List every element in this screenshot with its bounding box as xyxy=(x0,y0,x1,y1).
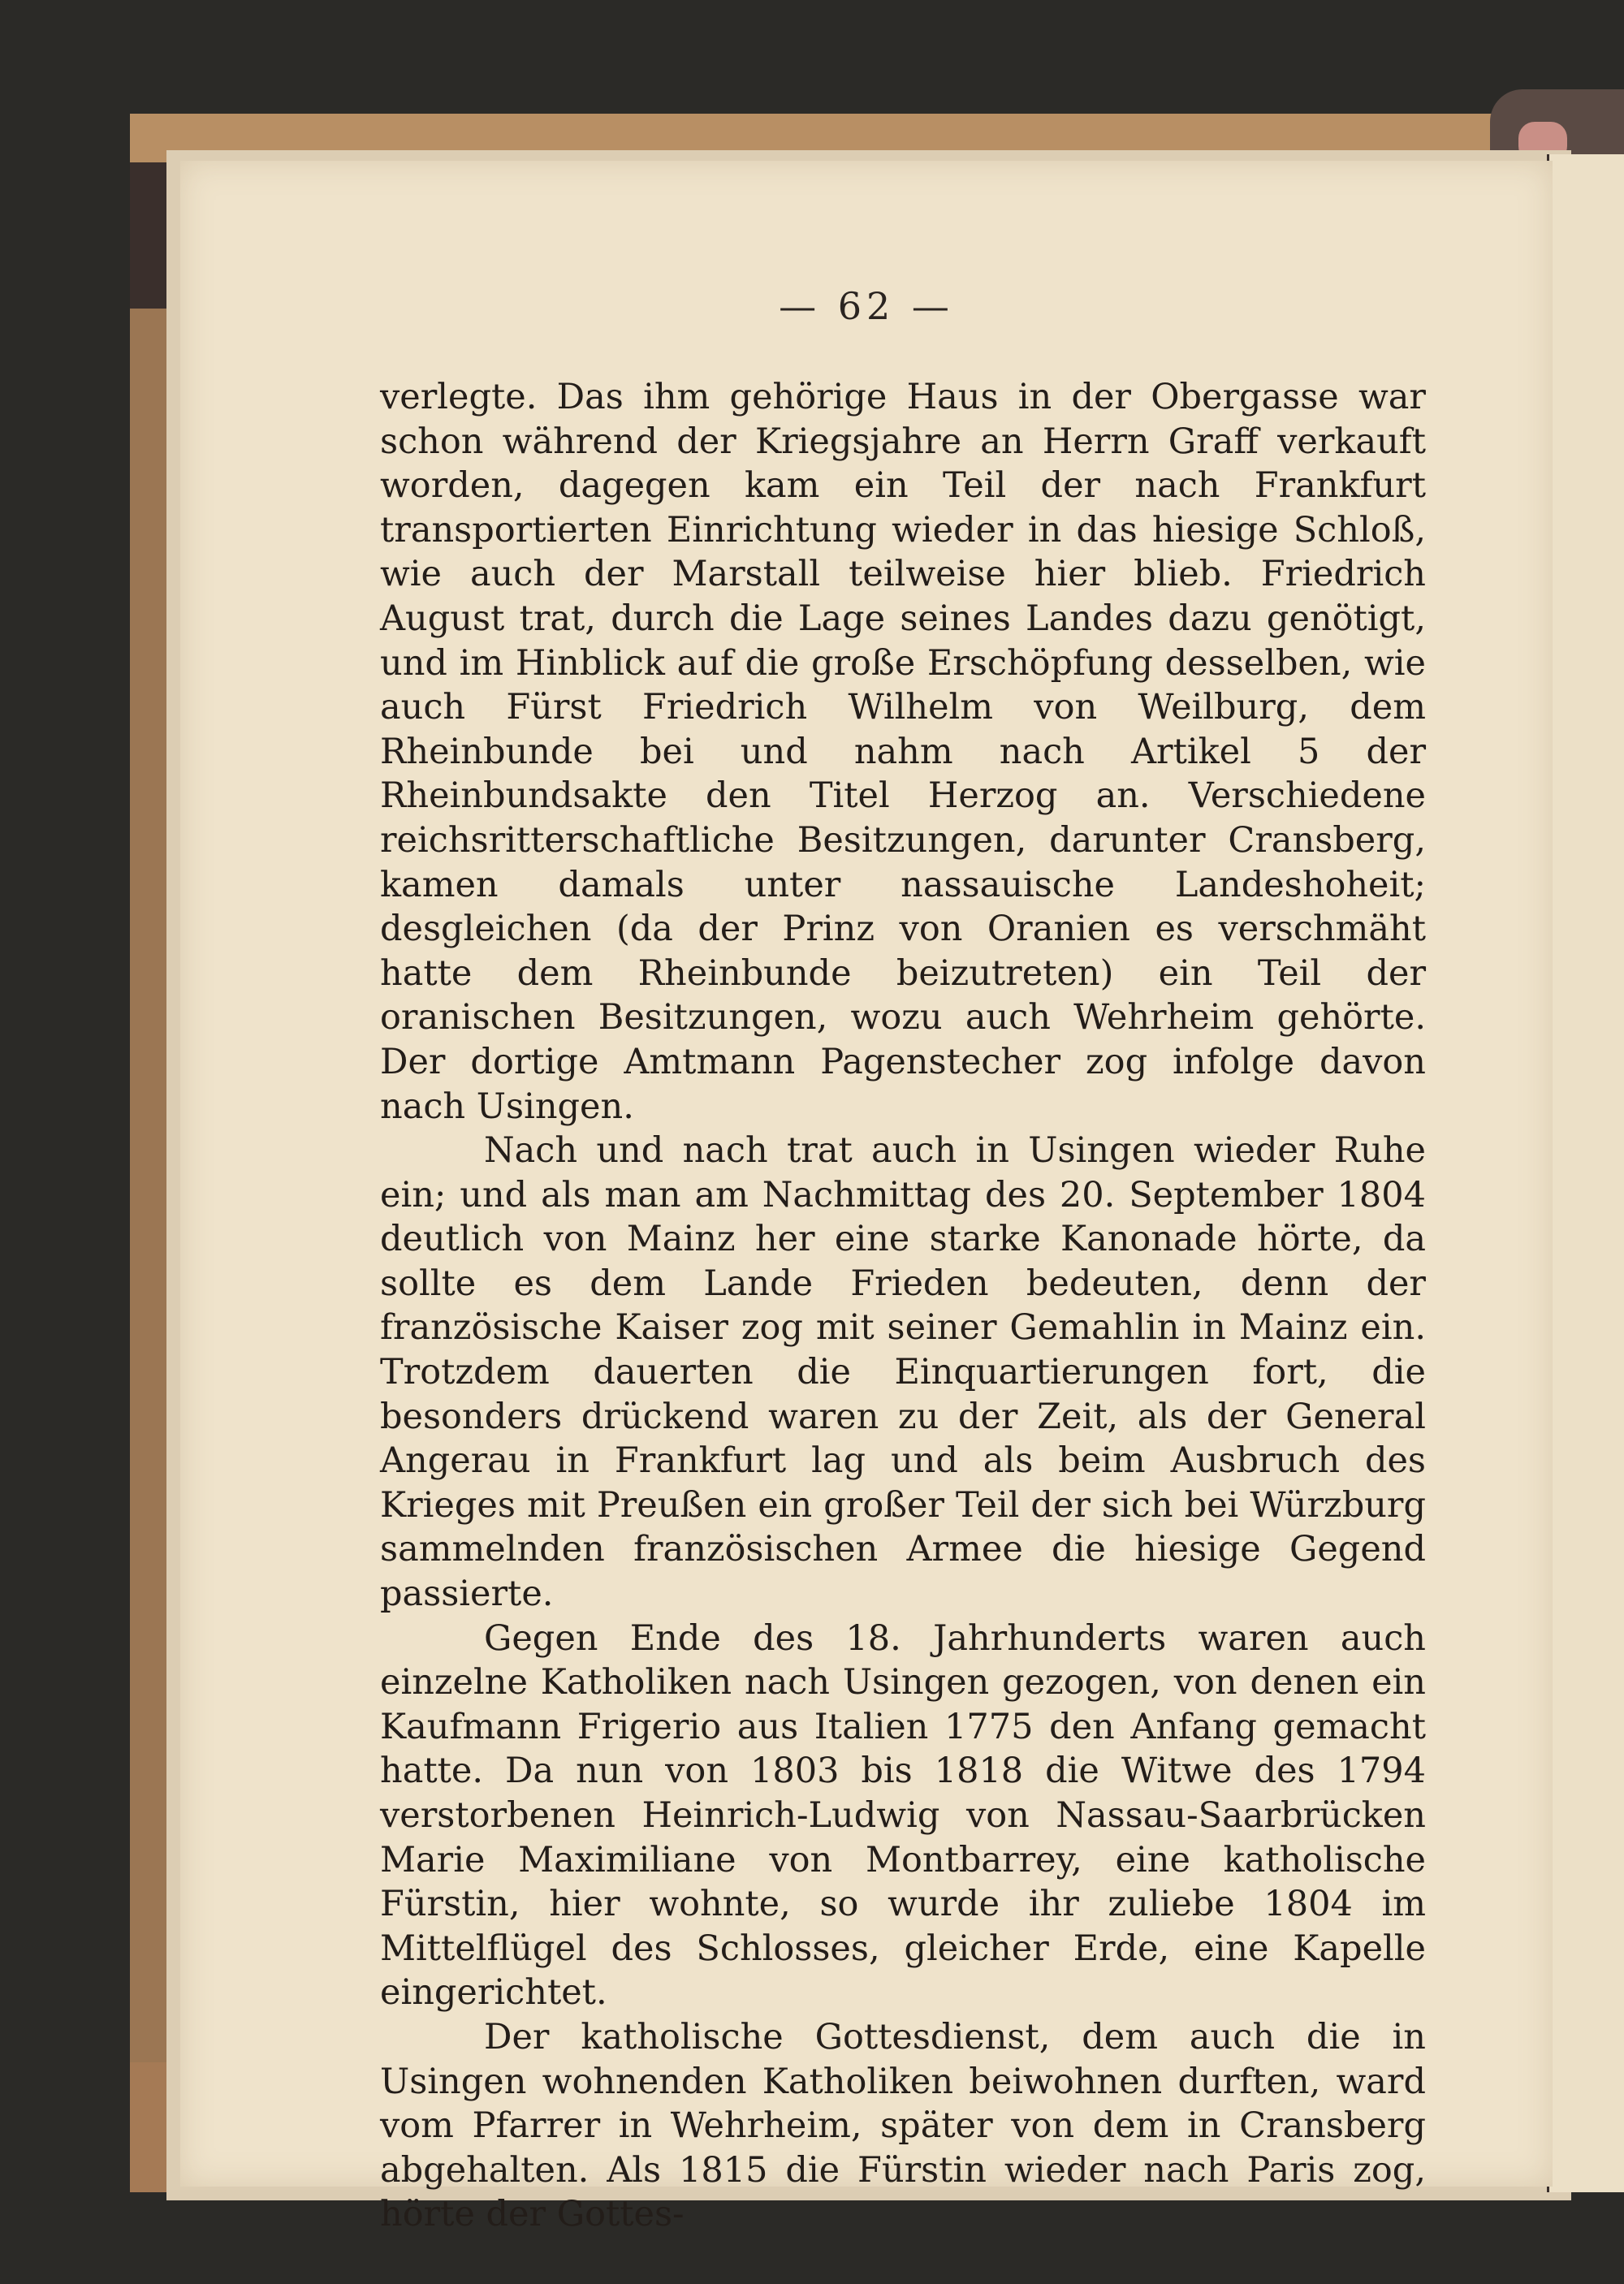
paragraph-4: Der katholische Gottesdienst, dem auch die in Usingen wohnenden Katholiken beiwohnen durften, ward vom Pfarrer in Wehrheim, später von dem in Cransberg abgehalten. Als 1815 die Fürstin wieder nach Paris zog, hörte der Gottes- xyxy=(380,2016,1426,2235)
facing-page-edge xyxy=(1547,154,1624,2192)
paragraph-2: Nach und nach trat auch in Usingen wieder Ruhe ein; und als man am Nachmittag des 20. September 1804 deutlich von Mainz her eine starke Kanonade hörte, da sollte es dem Lande Frieden bedeuten, denn der französische Kaiser zog mit seiner Gemahlin in Mainz ein. Trotzdem dauerten die Einquartierungen fort, die besonders drückend waren zu der Zeit, als der General Angerau in Frankfurt lag und als beim Ausbruch des Krieges mit Preußen ein großer Teil der sich bei Würzburg sammelnden französischen Armee die hiesige Gegend passierte. xyxy=(380,1130,1426,1615)
paragraph-1: verlegte. Das ihm gehörige Haus in der Obergasse war schon während der Kriegsjahre an Herrn Graff verkauft worden, dagegen kam ein Teil der nach Frankfurt transportierten Einrichtung wieder in das hiesige Schloß, wie auch der Marstall teilweise hier blieb. Friedrich August trat, durch die Lage seines Landes dazu genötigt, und im Hinblick auf die große Erschöpfung desselben, wie auch Fürst Friedrich Wilhelm von Weilburg, dem Rheinbunde bei und nahm nach Artikel 5 der Rheinbundsakte den Titel Herzog an. Verschiedene reichsritterschaftliche Besitzungen, darunter Cransberg, kamen damals unter nassauische Landeshoheit; desgleichen (da der Prinz von Oranien es verschmäht hatte dem Rheinbunde beizutreten) ein Teil der oranischen Besitzungen, wozu auch Wehrheim gehörte. Der dortige Amtmann Pagenstecher zog infolge davon nach Usingen. xyxy=(380,377,1426,1127)
page-number-header: — 62 — xyxy=(779,284,954,328)
paragraph-3: Gegen Ende des 18. Jahrhunderts waren auch einzelne Katholiken nach Usingen gezogen, von denen ein Kaufmann Frigerio aus Italien 1775 den Anfang gemacht hatte. Da nun von 1803 bis 1818 die Witwe des 1794 verstorbenen Heinrich-Ludwig von Nassau-Saarbrücken Marie Maximiliane von Montbarrey, eine katholische Fürstin, hier wohnte, so wurde ihr zuliebe 1804 im Mittelflügel des Schlosses, gleicher Erde, eine Kapelle eingerichtet. xyxy=(380,1617,1426,2014)
page-body xyxy=(380,375,1426,2237)
